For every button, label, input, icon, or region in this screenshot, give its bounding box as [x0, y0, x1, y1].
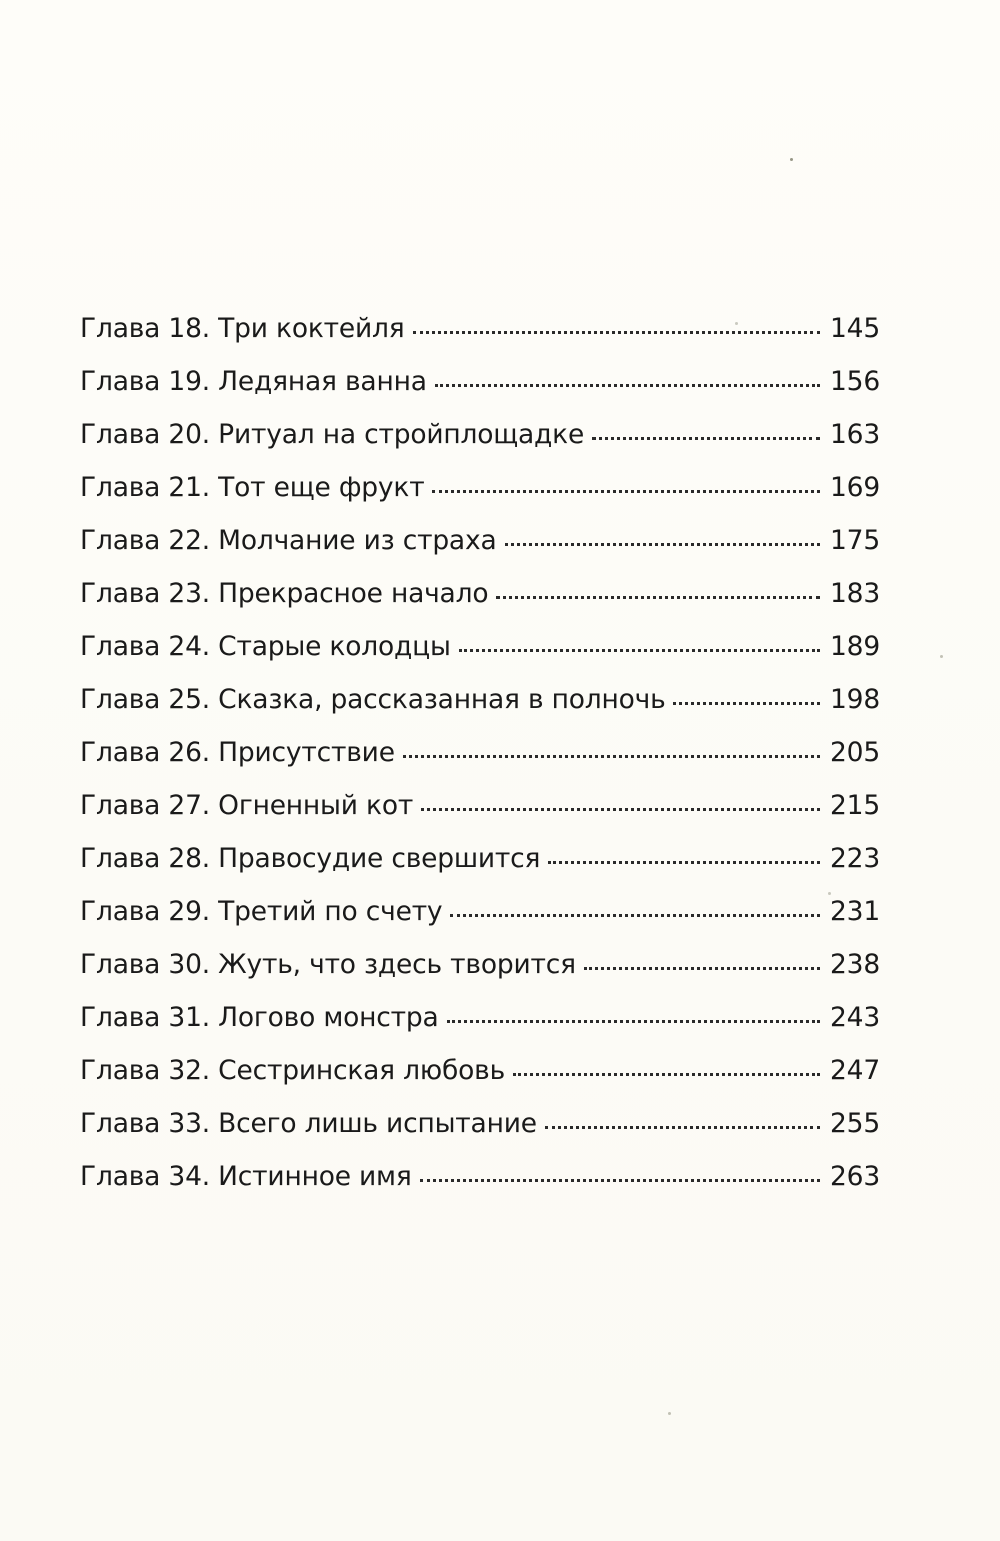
- toc-entry-title: Глава 24. Старые колодцы: [80, 631, 451, 662]
- toc-dot-leader: [420, 1177, 820, 1182]
- toc-entry: [80, 309, 880, 362]
- toc-entry: [80, 839, 880, 892]
- toc-dot-leader: [592, 435, 820, 440]
- toc-entry: [80, 521, 880, 574]
- toc-entry-title: Глава 20. Ритуал на стройплощадке: [80, 419, 585, 450]
- toc-entry: [80, 786, 880, 839]
- toc-entry-title: Глава 30. Жуть, что здесь творится: [80, 949, 576, 980]
- toc-entry: [80, 945, 880, 998]
- toc-dot-leader: [403, 753, 820, 758]
- print-speck: [790, 158, 793, 161]
- toc-entry-page: 247: [830, 1055, 880, 1086]
- table-of-contents: [80, 309, 880, 1210]
- toc-entry-page: 189: [830, 631, 880, 662]
- toc-entry-title: Глава 23. Прекрасное начало: [80, 578, 489, 609]
- toc-entry-title: Глава 27. Огненный кот: [80, 790, 414, 821]
- toc-entry: [80, 733, 880, 786]
- toc-entry-title: Глава 21. Тот еще фрукт: [80, 472, 425, 503]
- toc-entry-page: 183: [830, 578, 880, 609]
- toc-entry-page: 145: [830, 313, 880, 344]
- toc-entry-page: 223: [830, 843, 880, 874]
- toc-entry-page: 205: [830, 737, 880, 768]
- toc-entry-title: Глава 32. Сестринская любовь: [80, 1055, 505, 1086]
- toc-entry: [80, 998, 880, 1051]
- toc-entry: [80, 362, 880, 415]
- toc-entry: [80, 468, 880, 521]
- toc-entry-title: Глава 28. Правосудие свершится: [80, 843, 541, 874]
- print-speck: [668, 1412, 671, 1415]
- toc-entry-title: Глава 22. Молчание из страха: [80, 525, 497, 556]
- toc-entry-page: 238: [830, 949, 880, 980]
- toc-dot-leader: [548, 859, 820, 864]
- toc-entry: [80, 892, 880, 945]
- toc-entry-title: Глава 25. Сказка, рассказанная в полночь: [80, 684, 666, 715]
- toc-entry-page: 263: [830, 1161, 880, 1192]
- toc-entry-page: 169: [830, 472, 880, 503]
- toc-dot-leader: [450, 912, 820, 917]
- toc-dot-leader: [505, 541, 821, 546]
- toc-dot-leader: [413, 329, 820, 334]
- toc-entry: [80, 627, 880, 680]
- toc-entry-title: Глава 26. Присутствие: [80, 737, 395, 768]
- toc-entry: [80, 1051, 880, 1104]
- toc-dot-leader: [584, 965, 820, 970]
- toc-dot-leader: [421, 806, 820, 811]
- toc-entry-page: 156: [830, 366, 880, 397]
- toc-entry-page: 215: [830, 790, 880, 821]
- toc-entry: [80, 415, 880, 468]
- toc-dot-leader: [496, 594, 820, 599]
- print-speck: [940, 655, 943, 658]
- toc-entry-page: 175: [830, 525, 880, 556]
- toc-entry: [80, 1157, 880, 1210]
- toc-entry-title: Глава 31. Логово монстра: [80, 1002, 439, 1033]
- toc-entry-title: Глава 34. Истинное имя: [80, 1161, 412, 1192]
- toc-entry-title: Глава 19. Ледяная ванна: [80, 366, 427, 397]
- toc-entry-page: 243: [830, 1002, 880, 1033]
- toc-entry-page: 255: [830, 1108, 880, 1139]
- toc-dot-leader: [435, 382, 820, 387]
- toc-dot-leader: [673, 700, 820, 705]
- toc-entry: [80, 1104, 880, 1157]
- toc-entry-page: 198: [830, 684, 880, 715]
- toc-dot-leader: [459, 647, 820, 652]
- toc-dot-leader: [545, 1124, 820, 1129]
- toc-entry: [80, 680, 880, 733]
- toc-entry-page: 231: [830, 896, 880, 927]
- toc-dot-leader: [513, 1071, 820, 1076]
- toc-entry-page: 163: [830, 419, 880, 450]
- toc-entry-title: Глава 29. Третий по счету: [80, 896, 443, 927]
- toc-dot-leader: [447, 1018, 820, 1023]
- toc-entry: [80, 574, 880, 627]
- toc-entry-title: Глава 33. Всего лишь испытание: [80, 1108, 537, 1139]
- toc-entry-title: Глава 18. Три коктейля: [80, 313, 405, 344]
- toc-dot-leader: [432, 488, 820, 493]
